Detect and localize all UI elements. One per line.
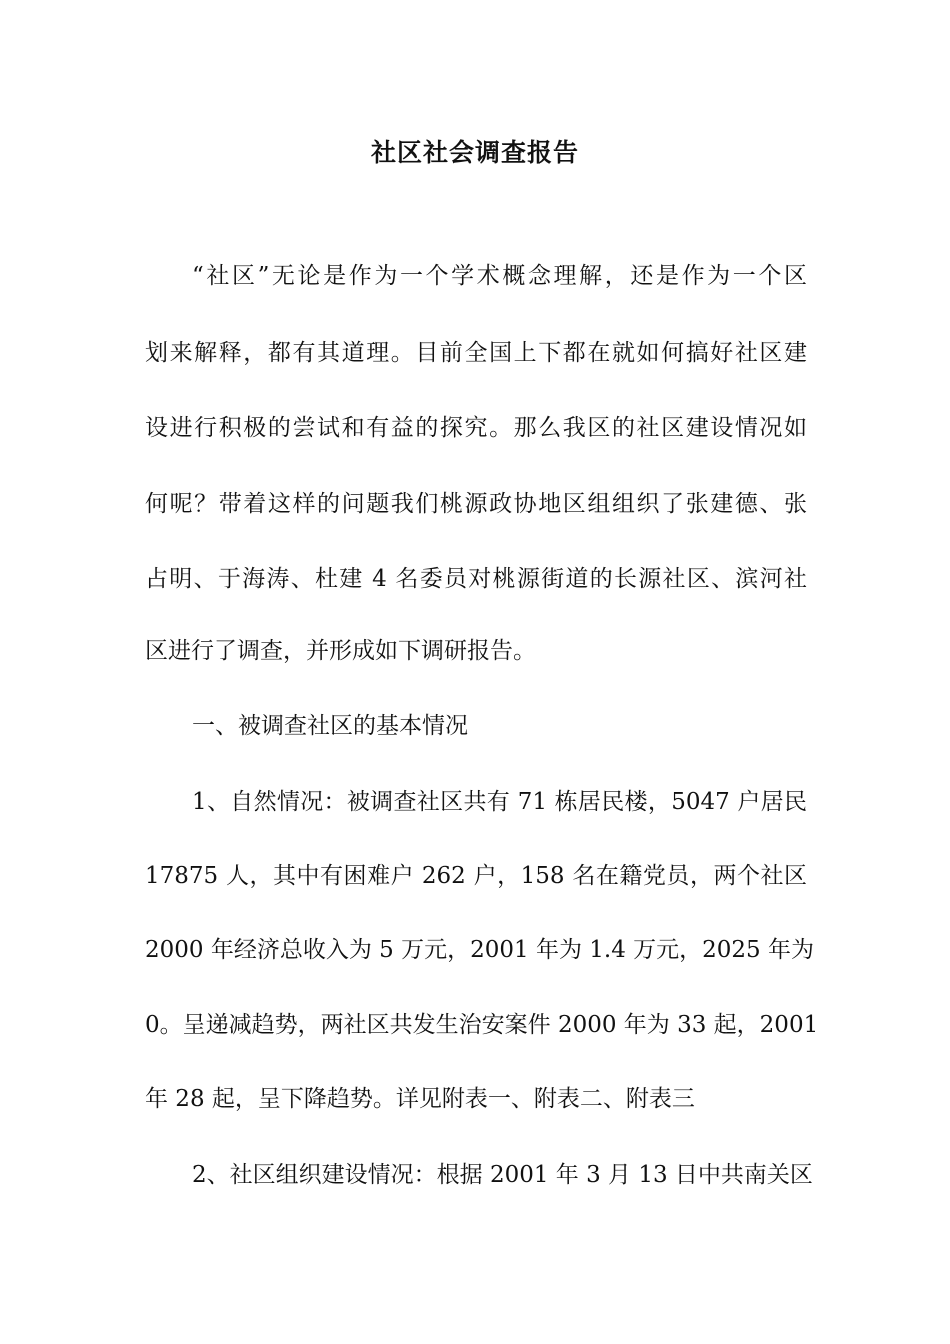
paragraph-line: 0。呈递减趋势，两社区共发生治安案件 2000 年为 33 起，2001 [145, 1012, 819, 1038]
paragraph-line: 设进行积极的尝试和有益的探究。那么我区的社区建设情况如 [145, 415, 807, 441]
paragraph-line: 17875 人，其中有困难户 262 户，158 名在籍党员，两个社区 [145, 863, 807, 889]
paragraph-line: “社区”无论是作为一个学术概念理解，还是作为一个区 [192, 263, 807, 289]
paragraph-line: 1、自然情况：被调查社区共有 71 栋居民楼，5047 户居民 [192, 789, 807, 815]
document-title: 社区社会调查报告 [370, 138, 579, 167]
section-heading: 一、被调查社区的基本情况 [192, 713, 468, 739]
paragraph-line: 占明、于海涛、杜建 4 名委员对桃源街道的长源社区、滨河社 [145, 566, 807, 592]
paragraph-line: 2000 年经济总收入为 5 万元，2001 年为 1.4 万元，2025 年为 [145, 937, 814, 963]
paragraph-line: 区进行了调查，并形成如下调研报告。 [145, 638, 536, 664]
paragraph-line: 划来解释，都有其道理。目前全国上下都在就如何搞好社区建 [145, 340, 807, 366]
paragraph-line: 2、社区组织建设情况：根据 2001 年 3 月 13 日中共南关区 [192, 1162, 813, 1188]
paragraph-line: 何呢？带着这样的问题我们桃源政协地区组组织了张建德、张 [145, 491, 807, 517]
paragraph-line: 年 28 起，呈下降趋势。详见附表一、附表二、附表三 [145, 1086, 695, 1112]
